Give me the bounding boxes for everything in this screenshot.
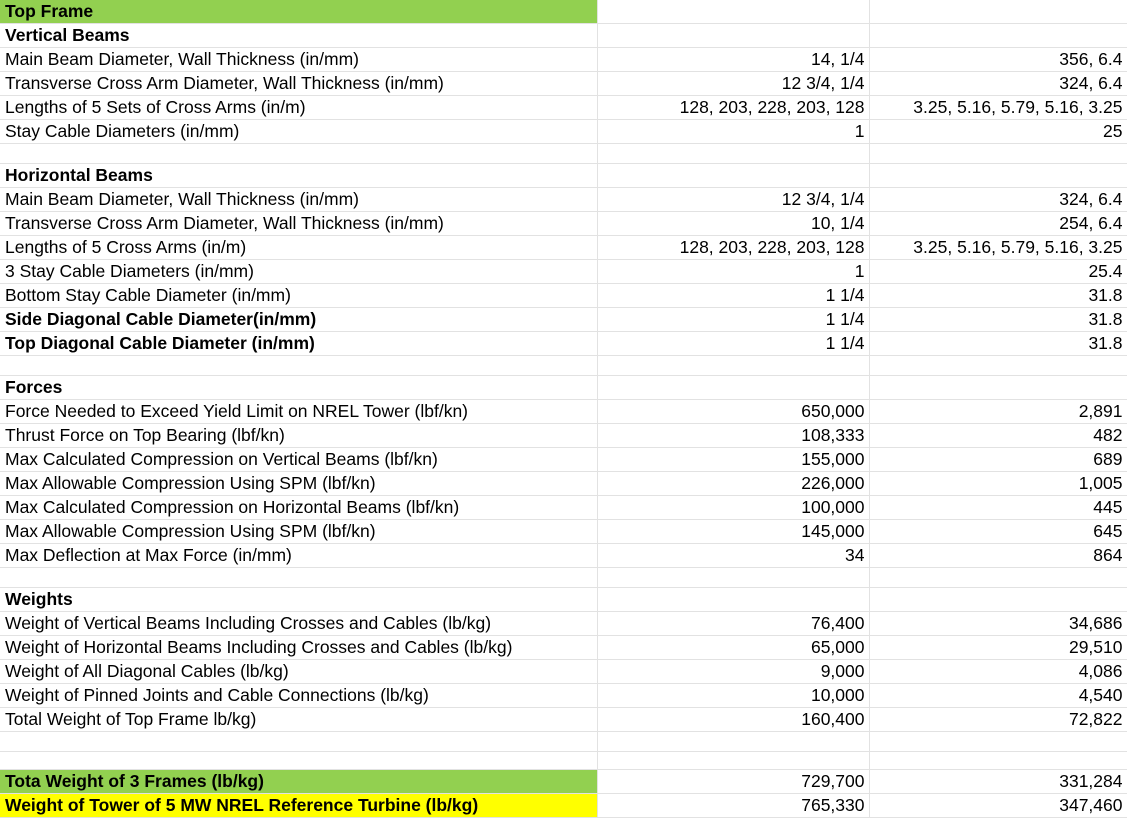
row-label-cell[interactable] (0, 356, 597, 376)
metric-value-cell[interactable] (869, 356, 1127, 376)
imperial-value-cell[interactable]: 12 3/4, 1/4 (597, 72, 869, 96)
table-row (0, 72, 1127, 96)
metric-value-cell[interactable]: 4,086 (869, 660, 1127, 684)
table-row (0, 188, 1127, 212)
row-label-cell[interactable]: Forces (0, 376, 597, 400)
metric-value-cell[interactable] (869, 752, 1127, 770)
row-label-cell[interactable] (0, 568, 597, 588)
imperial-value-cell[interactable] (597, 732, 869, 752)
metric-value-cell[interactable]: 3.25, 5.16, 5.79, 5.16, 3.25 (869, 236, 1127, 260)
row-label-cell[interactable] (0, 732, 597, 752)
metric-value-cell[interactable]: 445 (869, 496, 1127, 520)
metric-value-cell[interactable]: 689 (869, 448, 1127, 472)
imperial-value-cell[interactable]: 128, 203, 228, 203, 128 (597, 96, 869, 120)
imperial-value-cell[interactable]: 729,700 (597, 770, 869, 794)
metric-value-cell[interactable]: 254, 6.4 (869, 212, 1127, 236)
metric-value-cell[interactable] (869, 24, 1127, 48)
table-row (0, 752, 1127, 770)
row-label-cell[interactable]: Top Diagonal Cable Diameter (in/mm) (0, 332, 597, 356)
imperial-value-cell[interactable] (597, 376, 869, 400)
row-label-cell[interactable]: Main Beam Diameter, Wall Thickness (in/mm) (0, 48, 597, 72)
table-row (0, 0, 1127, 24)
imperial-value-cell[interactable]: 128, 203, 228, 203, 128 (597, 236, 869, 260)
imperial-value-cell[interactable]: 34 (597, 544, 869, 568)
imperial-value-cell[interactable]: 155,000 (597, 448, 869, 472)
row-label-cell[interactable]: 3 Stay Cable Diameters (in/mm) (0, 260, 597, 284)
table-row (0, 424, 1127, 448)
metric-value-cell[interactable]: 2,891 (869, 400, 1127, 424)
metric-value-cell[interactable]: 4,540 (869, 684, 1127, 708)
metric-value-cell[interactable]: 34,686 (869, 612, 1127, 636)
imperial-value-cell[interactable] (597, 164, 869, 188)
row-label-cell[interactable]: Weight of Tower of 5 MW NREL Reference Turbine (lb/kg) (0, 794, 597, 818)
imperial-value-cell[interactable] (597, 568, 869, 588)
table-row (0, 794, 1127, 818)
metric-value-cell[interactable] (869, 588, 1127, 612)
metric-value-cell[interactable] (869, 568, 1127, 588)
row-label-cell[interactable] (0, 144, 597, 164)
imperial-value-cell[interactable] (597, 752, 869, 770)
imperial-value-cell[interactable]: 160,400 (597, 708, 869, 732)
imperial-value-cell[interactable]: 650,000 (597, 400, 869, 424)
row-label-cell[interactable]: Total Weight of Top Frame lb/kg) (0, 708, 597, 732)
metric-value-cell[interactable]: 324, 6.4 (869, 72, 1127, 96)
imperial-value-cell[interactable] (597, 144, 869, 164)
metric-value-cell[interactable] (869, 164, 1127, 188)
table-row (0, 376, 1127, 400)
metric-value-cell[interactable]: 482 (869, 424, 1127, 448)
table-row (0, 332, 1127, 356)
table-row (0, 708, 1127, 732)
row-label-cell[interactable]: Max Calculated Compression on Horizontal Beams (lbf/kn) (0, 496, 597, 520)
imperial-value-cell[interactable]: 76,400 (597, 612, 869, 636)
table-row (0, 212, 1127, 236)
row-label-cell[interactable]: Bottom Stay Cable Diameter (in/mm) (0, 284, 597, 308)
metric-value-cell[interactable]: 347,460 (869, 794, 1127, 818)
metric-value-cell[interactable]: 31.8 (869, 308, 1127, 332)
table-row (0, 448, 1127, 472)
row-label-cell[interactable]: Thrust Force on Top Bearing (lbf/kn) (0, 424, 597, 448)
imperial-value-cell[interactable]: 10,000 (597, 684, 869, 708)
table-row (0, 96, 1127, 120)
imperial-value-cell[interactable]: 100,000 (597, 496, 869, 520)
imperial-value-cell[interactable]: 65,000 (597, 636, 869, 660)
table-row (0, 636, 1127, 660)
table-row (0, 260, 1127, 284)
metric-value-cell[interactable]: 72,822 (869, 708, 1127, 732)
row-label-cell[interactable]: Side Diagonal Cable Diameter(in/mm) (0, 308, 597, 332)
table-row (0, 472, 1127, 496)
imperial-value-cell[interactable]: 226,000 (597, 472, 869, 496)
table-row (0, 770, 1127, 794)
table-row (0, 24, 1127, 48)
imperial-value-cell[interactable]: 10, 1/4 (597, 212, 869, 236)
table-row (0, 400, 1127, 424)
table-row (0, 732, 1127, 752)
metric-value-cell[interactable] (869, 376, 1127, 400)
row-label-cell[interactable] (0, 752, 597, 770)
row-label-cell[interactable]: Weight of Vertical Beams Including Crosses and Cables (lb/kg) (0, 612, 597, 636)
row-label-cell[interactable]: Max Deflection at Max Force (in/mm) (0, 544, 597, 568)
row-label-cell[interactable]: Top Frame (0, 0, 597, 24)
metric-value-cell[interactable]: 25.4 (869, 260, 1127, 284)
table-row (0, 684, 1127, 708)
imperial-value-cell[interactable]: 14, 1/4 (597, 48, 869, 72)
metric-value-cell[interactable]: 3.25, 5.16, 5.79, 5.16, 3.25 (869, 96, 1127, 120)
table-row (0, 612, 1127, 636)
row-label-cell[interactable]: Weight of All Diagonal Cables (lb/kg) (0, 660, 597, 684)
table-row (0, 48, 1127, 72)
row-label-cell[interactable]: Weights (0, 588, 597, 612)
metric-value-cell[interactable]: 31.8 (869, 284, 1127, 308)
imperial-value-cell[interactable] (597, 588, 869, 612)
metric-value-cell[interactable]: 645 (869, 520, 1127, 544)
metric-value-cell[interactable]: 864 (869, 544, 1127, 568)
table-row (0, 520, 1127, 544)
table-row (0, 308, 1127, 332)
imperial-value-cell[interactable]: 9,000 (597, 660, 869, 684)
row-label-cell[interactable]: Max Calculated Compression on Vertical Beams (lbf/kn) (0, 448, 597, 472)
imperial-value-cell[interactable]: 1 (597, 260, 869, 284)
imperial-value-cell[interactable]: 108,333 (597, 424, 869, 448)
imperial-value-cell[interactable] (597, 0, 869, 24)
table-row (0, 284, 1127, 308)
row-label-cell[interactable]: Max Allowable Compression Using SPM (lbf/kn) (0, 520, 597, 544)
imperial-value-cell[interactable]: 1 (597, 120, 869, 144)
table-row (0, 356, 1127, 376)
imperial-value-cell[interactable]: 1 1/4 (597, 284, 869, 308)
imperial-value-cell[interactable]: 12 3/4, 1/4 (597, 188, 869, 212)
row-label-cell[interactable]: Main Beam Diameter, Wall Thickness (in/mm) (0, 188, 597, 212)
row-label-cell[interactable]: Weight of Horizontal Beams Including Crosses and Cables (lb/kg) (0, 636, 597, 660)
table-row (0, 660, 1127, 684)
row-label-cell[interactable]: Horizontal Beams (0, 164, 597, 188)
imperial-value-cell[interactable] (597, 356, 869, 376)
table-row (0, 588, 1127, 612)
row-label-cell[interactable]: Tota Weight of 3 Frames (lb/kg) (0, 770, 597, 794)
table-row (0, 144, 1127, 164)
metric-value-cell[interactable]: 25 (869, 120, 1127, 144)
table-row (0, 496, 1127, 520)
metric-value-cell[interactable]: 1,005 (869, 472, 1127, 496)
row-label-cell[interactable]: Force Needed to Exceed Yield Limit on NREL Tower (lbf/kn) (0, 400, 597, 424)
table-row (0, 120, 1127, 144)
row-label-cell[interactable]: Transverse Cross Arm Diameter, Wall Thickness (in/mm) (0, 212, 597, 236)
imperial-value-cell[interactable]: 765,330 (597, 794, 869, 818)
table-row (0, 164, 1127, 188)
metric-value-cell[interactable] (869, 732, 1127, 752)
table-row (0, 544, 1127, 568)
imperial-value-cell[interactable]: 1 1/4 (597, 308, 869, 332)
row-label-cell[interactable]: Max Allowable Compression Using SPM (lbf/kn) (0, 472, 597, 496)
metric-value-cell[interactable] (869, 0, 1127, 24)
imperial-value-cell[interactable]: 1 1/4 (597, 332, 869, 356)
row-label-cell[interactable]: Stay Cable Diameters (in/mm) (0, 120, 597, 144)
metric-value-cell[interactable]: 29,510 (869, 636, 1127, 660)
table-row (0, 236, 1127, 260)
metric-value-cell[interactable] (869, 144, 1127, 164)
metric-value-cell[interactable]: 356, 6.4 (869, 48, 1127, 72)
row-label-cell[interactable]: Lengths of 5 Sets of Cross Arms (in/m) (0, 96, 597, 120)
metric-value-cell[interactable]: 324, 6.4 (869, 188, 1127, 212)
imperial-value-cell[interactable] (597, 24, 869, 48)
imperial-value-cell[interactable]: 145,000 (597, 520, 869, 544)
row-label-cell[interactable]: Weight of Pinned Joints and Cable Connections (lb/kg) (0, 684, 597, 708)
metric-value-cell[interactable]: 31.8 (869, 332, 1127, 356)
row-label-cell[interactable]: Vertical Beams (0, 24, 597, 48)
row-label-cell[interactable]: Transverse Cross Arm Diameter, Wall Thickness (in/mm) (0, 72, 597, 96)
row-label-cell[interactable]: Lengths of 5 Cross Arms (in/m) (0, 236, 597, 260)
metric-value-cell[interactable]: 331,284 (869, 770, 1127, 794)
table-row (0, 568, 1127, 588)
